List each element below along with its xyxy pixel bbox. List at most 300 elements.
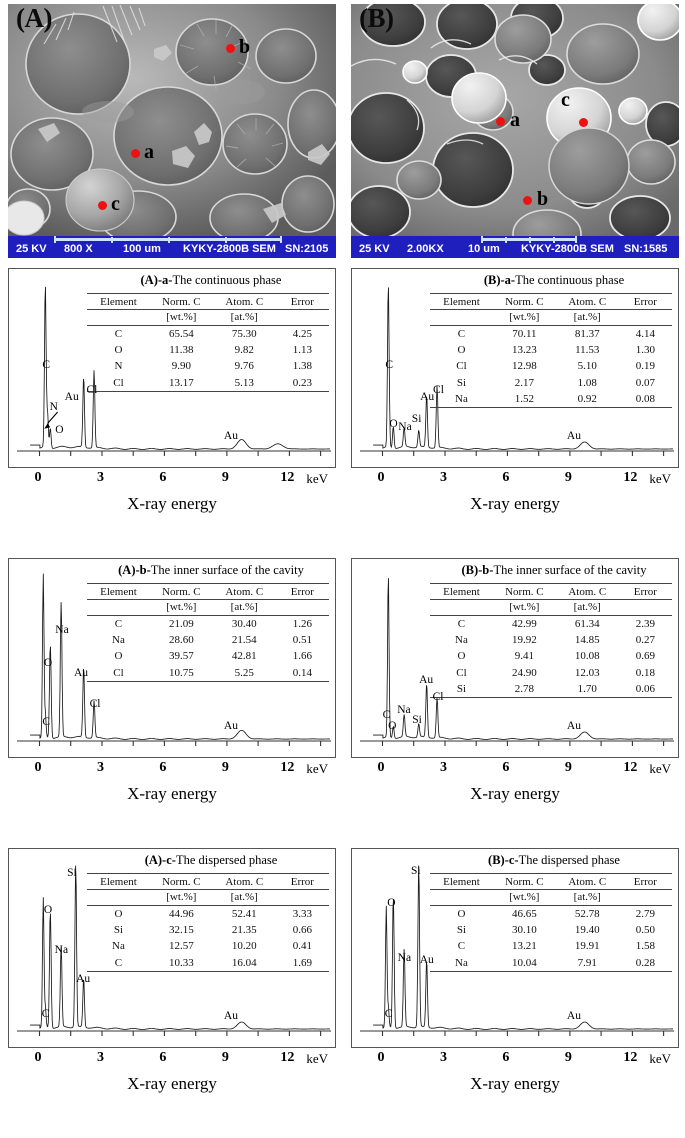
x-axis-ticks-b-b <box>351 760 679 782</box>
peak-label-na: Na <box>55 623 69 636</box>
cell-norm-c: 9.41 <box>514 650 534 663</box>
table-row <box>430 632 672 648</box>
cell-norm-c: 2.17 <box>514 376 534 389</box>
cell-atom-c: 19.40 <box>574 923 600 936</box>
sem-instrument-a: KYKY-2800B SEM <box>183 243 276 255</box>
cell-element: Na <box>430 955 493 972</box>
cell-norm-c: 44.96 <box>168 907 194 920</box>
x-tick-3: 3 <box>96 760 104 775</box>
cell-atom-c: 5.13 <box>213 375 276 392</box>
sem-infobar-b <box>351 236 679 258</box>
col-unit-error <box>276 310 329 325</box>
col-unit-norm-c: [wt.%] <box>150 310 213 325</box>
col-header-element: Element <box>87 584 150 600</box>
cell-atom-c: 52.41 <box>231 907 257 920</box>
x-tick-9: 9 <box>564 470 572 485</box>
x-tick-9: 9 <box>564 760 572 775</box>
sem-scale-a: 100 um <box>123 243 161 255</box>
cell-norm-c: 30.10 <box>511 923 537 936</box>
cell-error: 0.27 <box>635 633 655 646</box>
cell-error: 0.69 <box>635 650 655 663</box>
peak-label-c: C <box>384 1007 393 1020</box>
x-axis-unit: keV <box>649 471 672 486</box>
cell-error: 0.51 <box>292 633 312 646</box>
peak-label-c: C <box>42 358 51 371</box>
x-tick-6: 6 <box>159 470 167 485</box>
spectrum-title-text: The inner surface of the cavity <box>150 563 304 577</box>
col-unit-norm-c: [wt.%] <box>150 600 213 615</box>
cell-atom-c: 30.40 <box>231 617 257 630</box>
x-axis-ticks-a-c <box>8 1050 336 1072</box>
cell-atom-c: 21.54 <box>231 633 257 646</box>
cell-error: 1.58 <box>635 940 655 953</box>
x-tick-6: 6 <box>159 1050 167 1065</box>
cell-element: Na <box>112 940 125 953</box>
cell-error: 1.38 <box>292 360 312 373</box>
peak-label-c: C <box>41 1007 50 1020</box>
peak-label-na: Na <box>397 704 411 717</box>
col-unit-error <box>619 890 672 905</box>
table-row <box>87 648 329 664</box>
cell-element: Cl <box>456 666 467 679</box>
col-header-norm-c: Norm. C <box>150 874 213 890</box>
x-axis-ticks-b-a <box>351 470 679 492</box>
col-header-atom-c: Atom. C <box>213 584 276 600</box>
cell-error: 0.07 <box>635 376 655 389</box>
eds-table-b-b <box>430 583 672 698</box>
cell-norm-c: 1.52 <box>493 391 556 408</box>
peak-label-o: O <box>387 896 396 909</box>
col-unit-atom-c: [at.%] <box>556 600 619 615</box>
col-unit-error <box>619 600 672 615</box>
spectrum-panel-b-a <box>351 268 679 530</box>
cell-norm-c: 70.11 <box>512 327 537 340</box>
spectrum-title-text: The dispersed phase <box>175 853 278 867</box>
col-header-norm-c: Norm. C <box>150 294 213 310</box>
spectrum-panel-a-b <box>8 558 336 820</box>
marker-label-b-c: c <box>561 89 570 111</box>
cell-element: C <box>114 617 123 630</box>
cell-atom-c: 21.35 <box>231 923 257 936</box>
col-header-element: Element <box>87 294 150 310</box>
sem-micrograph-a-graphic <box>8 4 336 236</box>
cell-atom-c: 0.92 <box>556 391 619 408</box>
spectrum-title-id: (B)-a- <box>483 273 516 287</box>
x-tick-12: 12 <box>623 470 638 485</box>
cell-norm-c: 10.33 <box>150 955 213 972</box>
sem-panel-letter-b: (B) <box>359 4 394 33</box>
col-header-error: Error <box>276 294 329 310</box>
marker-dot-b <box>226 44 235 53</box>
cell-atom-c: 10.20 <box>231 940 257 953</box>
spectrum-title-id: (A)-b- <box>118 563 151 577</box>
col-header-error: Error <box>276 584 329 600</box>
col-unit-element <box>430 310 493 325</box>
sem-voltage-a: 25 KV <box>16 243 47 255</box>
sem-image-b <box>351 4 679 236</box>
cell-element: O <box>457 907 466 920</box>
scale-bar-a <box>54 238 282 241</box>
peak-label-au: Au <box>223 1009 238 1022</box>
cell-atom-c: 5.10 <box>577 360 597 373</box>
table-row <box>430 615 672 632</box>
x-tick-6: 6 <box>502 470 510 485</box>
table-row <box>430 922 672 938</box>
spectrum-panel-a-c <box>8 848 336 1110</box>
col-header-element: Element <box>430 874 493 890</box>
peak-label-au: Au <box>74 667 89 680</box>
cell-atom-c: 7.91 <box>556 955 619 972</box>
cell-element: Si <box>456 376 467 389</box>
x-tick-12: 12 <box>623 760 638 775</box>
cell-element: Na <box>430 391 493 408</box>
col-header-error: Error <box>619 584 672 600</box>
col-unit-error <box>276 600 329 615</box>
peak-label-na: Na <box>397 952 412 965</box>
spectrum-title-text: The inner surface of the cavity <box>493 563 647 577</box>
x-tick-6: 6 <box>502 760 510 775</box>
marker-dot-c <box>98 201 107 210</box>
x-axis-unit: keV <box>306 761 329 776</box>
marker-label-a: a <box>144 141 154 163</box>
spectrum-title-text: The dispersed phase <box>518 853 620 867</box>
x-tick-0: 0 <box>377 470 385 485</box>
peak-label-si: Si <box>412 714 422 727</box>
marker-label-b-a: a <box>510 109 520 131</box>
table-row <box>430 325 672 342</box>
col-header-norm-c: Norm. C <box>493 294 556 310</box>
x-tick-9: 9 <box>221 760 229 775</box>
x-axis-label-a-c: X-ray energy <box>127 1074 217 1093</box>
peak-label-o: O <box>389 417 398 430</box>
col-header-atom-c: Atom. C <box>213 294 276 310</box>
cell-element: Si <box>430 681 493 698</box>
marker-dot-a <box>131 149 140 158</box>
cell-error: 3.33 <box>292 907 312 920</box>
peak-label-si: Si <box>67 866 77 879</box>
x-axis-ticks-b-c <box>351 1050 679 1072</box>
x-tick-0: 0 <box>377 760 385 775</box>
x-tick-9: 9 <box>221 1050 229 1065</box>
col-header-atom-c: Atom. C <box>556 584 619 600</box>
cell-element: C <box>457 617 466 630</box>
cell-element: Na <box>455 633 468 646</box>
x-tick-0: 0 <box>34 760 42 775</box>
spectrum-title-text: The continuous phase <box>515 273 625 287</box>
cell-atom-c: 11.53 <box>575 343 600 356</box>
x-tick-12: 12 <box>623 1050 638 1065</box>
cell-error: 2.79 <box>635 907 655 920</box>
col-unit-element <box>87 890 150 905</box>
table-row <box>430 391 672 408</box>
peak-label-cl: Cl <box>86 384 98 397</box>
spectrum-plot-box-a-a <box>8 268 336 468</box>
peak-label-au: Au <box>420 390 435 403</box>
x-tick-6: 6 <box>502 1050 510 1065</box>
marker-dot-b-b <box>523 196 532 205</box>
spectrum-panel-a-a <box>8 268 336 530</box>
cell-element: Na <box>112 633 125 646</box>
sem-infobar-a <box>8 236 336 258</box>
spectrum-title-a-b <box>9 563 335 578</box>
x-axis-label-b-b: X-ray energy <box>470 784 560 803</box>
table-row <box>87 615 329 632</box>
cell-element: Si <box>113 923 124 936</box>
cell-norm-c: 12.57 <box>168 940 194 953</box>
col-unit-element <box>430 890 493 905</box>
peak-label-au: Au <box>566 719 581 732</box>
x-tick-3: 3 <box>439 470 447 485</box>
x-tick-0: 0 <box>34 470 42 485</box>
eds-table-b-c <box>430 873 672 972</box>
cell-error: 4.25 <box>292 327 312 340</box>
cell-error: 1.26 <box>292 617 312 630</box>
peak-label-cl: Cl <box>89 697 101 710</box>
col-unit-element <box>87 600 150 615</box>
col-unit-atom-c: [at.%] <box>213 600 276 615</box>
table-row <box>87 632 329 648</box>
table-row <box>430 375 672 391</box>
cell-error: 2.39 <box>635 617 655 630</box>
cell-norm-c: 46.65 <box>511 907 537 920</box>
cell-atom-c: 9.82 <box>234 343 254 356</box>
x-axis-unit: keV <box>306 471 329 486</box>
col-unit-norm-c: [wt.%] <box>493 600 556 615</box>
table-row <box>87 665 329 682</box>
table-row <box>87 922 329 938</box>
col-header-error: Error <box>619 874 672 890</box>
x-axis-unit: keV <box>306 1051 329 1066</box>
col-unit-element <box>87 310 150 325</box>
peak-label-au: Au <box>223 719 238 732</box>
cell-element: C <box>457 327 466 340</box>
x-axis-ticks-a-a <box>8 470 336 492</box>
marker-label-c: c <box>111 193 120 215</box>
cell-error: 4.14 <box>635 327 655 340</box>
spectrum-title-id: (B)-c- <box>488 853 519 867</box>
x-axis-ticks-a-b <box>8 760 336 782</box>
cell-element: C <box>457 940 466 953</box>
cell-error: 0.66 <box>292 923 312 936</box>
peak-label-cl: Cl <box>433 384 444 397</box>
col-unit-error <box>276 890 329 905</box>
col-unit-norm-c: [wt.%] <box>150 890 213 905</box>
cell-error: 0.23 <box>276 375 329 392</box>
cell-atom-c: 5.25 <box>213 665 276 682</box>
sem-serial-b: SN:1585 <box>624 243 668 255</box>
table-row <box>87 955 329 972</box>
peak-label-na: Na <box>398 421 412 434</box>
x-axis-label-a-a: X-ray energy <box>127 494 217 513</box>
x-tick-0: 0 <box>34 1050 42 1065</box>
cell-error: 1.30 <box>635 343 655 356</box>
peak-label-na: Na <box>54 944 69 956</box>
cell-norm-c: 65.54 <box>168 327 194 340</box>
cell-error: 0.50 <box>635 923 655 936</box>
spectrum-title-id: (A)-a- <box>140 273 173 287</box>
cell-norm-c: 10.04 <box>493 955 556 972</box>
peak-label-c: C <box>382 709 391 722</box>
col-unit-atom-c: [at.%] <box>556 890 619 905</box>
marker-dot-b-c <box>579 118 588 127</box>
cell-norm-c: 2.78 <box>493 681 556 698</box>
eds-table-a-b <box>87 583 329 682</box>
col-header-element: Element <box>430 584 493 600</box>
cell-atom-c: 9.76 <box>234 360 254 373</box>
cell-error: 1.13 <box>292 343 312 356</box>
col-header-atom-c: Atom. C <box>556 874 619 890</box>
x-tick-12: 12 <box>280 470 295 485</box>
table-row <box>87 358 329 374</box>
cell-element: O <box>114 907 123 920</box>
sem-instrument-b: KYKY-2800B SEM <box>521 243 614 255</box>
cell-atom-c: 19.91 <box>574 940 600 953</box>
table-row <box>430 648 672 664</box>
table-row <box>430 342 672 358</box>
spectrum-title-b-b <box>352 563 678 578</box>
x-tick-12: 12 <box>280 760 295 775</box>
peak-label-c: C <box>42 716 51 729</box>
marker-label-b-b: b <box>537 188 549 210</box>
col-unit-element <box>430 600 493 615</box>
spectrum-panel-b-b <box>351 558 679 820</box>
cell-atom-c: 75.30 <box>231 327 257 340</box>
cell-norm-c: 21.09 <box>168 617 194 630</box>
eds-table-b-a <box>430 293 672 408</box>
peak-label-au: Au <box>419 954 434 967</box>
table-row <box>87 375 329 392</box>
peak-label-au: Au <box>64 390 79 403</box>
cell-error: 0.41 <box>292 940 312 953</box>
cell-atom-c: 10.08 <box>574 650 600 663</box>
cell-norm-c: 10.75 <box>150 665 213 682</box>
x-tick-3: 3 <box>96 1050 104 1065</box>
col-header-atom-c: Atom. C <box>213 874 276 890</box>
cell-norm-c: 13.21 <box>511 940 537 953</box>
cell-error: 1.69 <box>276 955 329 972</box>
col-unit-norm-c: [wt.%] <box>493 310 556 325</box>
table-row <box>87 342 329 358</box>
eds-table-a-c <box>87 873 329 972</box>
cell-norm-c: 11.38 <box>169 343 194 356</box>
col-header-error: Error <box>276 874 329 890</box>
sem-panel-letter-a: (A) <box>16 4 52 33</box>
peak-label-o: O <box>55 424 64 437</box>
sem-panel-a <box>8 4 336 258</box>
col-header-norm-c: Norm. C <box>493 874 556 890</box>
spectrum-plot-box-b-a <box>351 268 679 468</box>
cell-atom-c: 16.04 <box>213 955 276 972</box>
spectrum-title-id: (A)-c- <box>144 853 176 867</box>
marker-dot-b-a <box>496 117 505 126</box>
peak-label-c: C <box>385 358 394 371</box>
spectrum-panel-b-c <box>351 848 679 1110</box>
x-tick-12: 12 <box>280 1050 295 1065</box>
peak-label-si: Si <box>410 865 421 878</box>
col-unit-atom-c: [at.%] <box>213 890 276 905</box>
cell-element: Cl <box>456 360 467 373</box>
spectrum-title-b-c <box>352 853 678 868</box>
peak-label-o: O <box>43 657 53 670</box>
spectrum-title-b-a <box>352 273 678 288</box>
cell-atom-c: 1.70 <box>556 681 619 698</box>
sem-image-a <box>8 4 336 236</box>
spectrum-title-a-a <box>9 273 335 288</box>
table-row <box>430 681 672 698</box>
peak-label-au: Au <box>419 674 434 687</box>
sem-scale-b: 10 um <box>468 243 500 255</box>
sem-serial-a: SN:2105 <box>285 243 329 255</box>
x-tick-3: 3 <box>439 760 447 775</box>
cell-element: Cl <box>87 665 150 682</box>
cell-error: 0.28 <box>619 955 672 972</box>
sem-magnification-a: 800 X <box>64 243 93 255</box>
cell-norm-c: 39.57 <box>168 650 194 663</box>
table-row <box>87 905 329 922</box>
cell-element: O <box>114 343 123 356</box>
cell-atom-c: 61.34 <box>574 617 600 630</box>
marker-label-b: b <box>239 36 251 58</box>
x-tick-6: 6 <box>159 760 167 775</box>
col-header-atom-c: Atom. C <box>556 294 619 310</box>
cell-atom-c: 52.78 <box>574 907 600 920</box>
peak-label-o: O <box>388 719 397 732</box>
cell-atom-c: 1.08 <box>577 376 597 389</box>
peak-label-au: Au <box>566 1009 581 1022</box>
cell-norm-c: 12.98 <box>511 360 537 373</box>
col-header-element: Element <box>430 294 493 310</box>
x-axis-unit: keV <box>649 1051 672 1066</box>
cell-atom-c: 12.03 <box>574 666 600 679</box>
x-tick-3: 3 <box>96 470 104 485</box>
cell-norm-c: 42.99 <box>511 617 537 630</box>
x-tick-0: 0 <box>377 1050 385 1065</box>
x-axis-label-a-b: X-ray energy <box>127 784 217 803</box>
peak-label-au: Au <box>76 972 91 985</box>
spectrum-plot-box-b-c <box>351 848 679 1048</box>
peak-label-o: O <box>43 903 53 916</box>
x-axis-label-b-a: X-ray energy <box>470 494 560 513</box>
cell-error: 0.08 <box>619 391 672 408</box>
table-row <box>430 938 672 954</box>
col-unit-atom-c: [at.%] <box>556 310 619 325</box>
cell-element: O <box>457 343 466 356</box>
spectrum-title-a-c <box>9 853 335 868</box>
cell-error: 0.06 <box>619 681 672 698</box>
peak-label-n: N <box>49 400 58 413</box>
x-tick-9: 9 <box>221 470 229 485</box>
table-row <box>430 955 672 972</box>
cell-norm-c: 9.90 <box>171 360 191 373</box>
cell-element: C <box>114 327 123 340</box>
col-unit-atom-c: [at.%] <box>213 310 276 325</box>
cell-error: 1.66 <box>292 650 312 663</box>
sem-panel-b <box>351 4 679 258</box>
col-unit-error <box>619 310 672 325</box>
cell-norm-c: 32.15 <box>168 923 194 936</box>
cell-norm-c: 13.23 <box>511 343 537 356</box>
col-header-norm-c: Norm. C <box>150 584 213 600</box>
spectrum-title-id: (B)-b- <box>461 563 494 577</box>
table-row <box>430 665 672 681</box>
cell-error: 0.14 <box>276 665 329 682</box>
cell-norm-c: 19.92 <box>511 633 537 646</box>
col-header-norm-c: Norm. C <box>493 584 556 600</box>
cell-element: Si <box>456 923 467 936</box>
cell-atom-c: 14.85 <box>574 633 600 646</box>
table-row <box>430 905 672 922</box>
x-tick-9: 9 <box>564 1050 572 1065</box>
